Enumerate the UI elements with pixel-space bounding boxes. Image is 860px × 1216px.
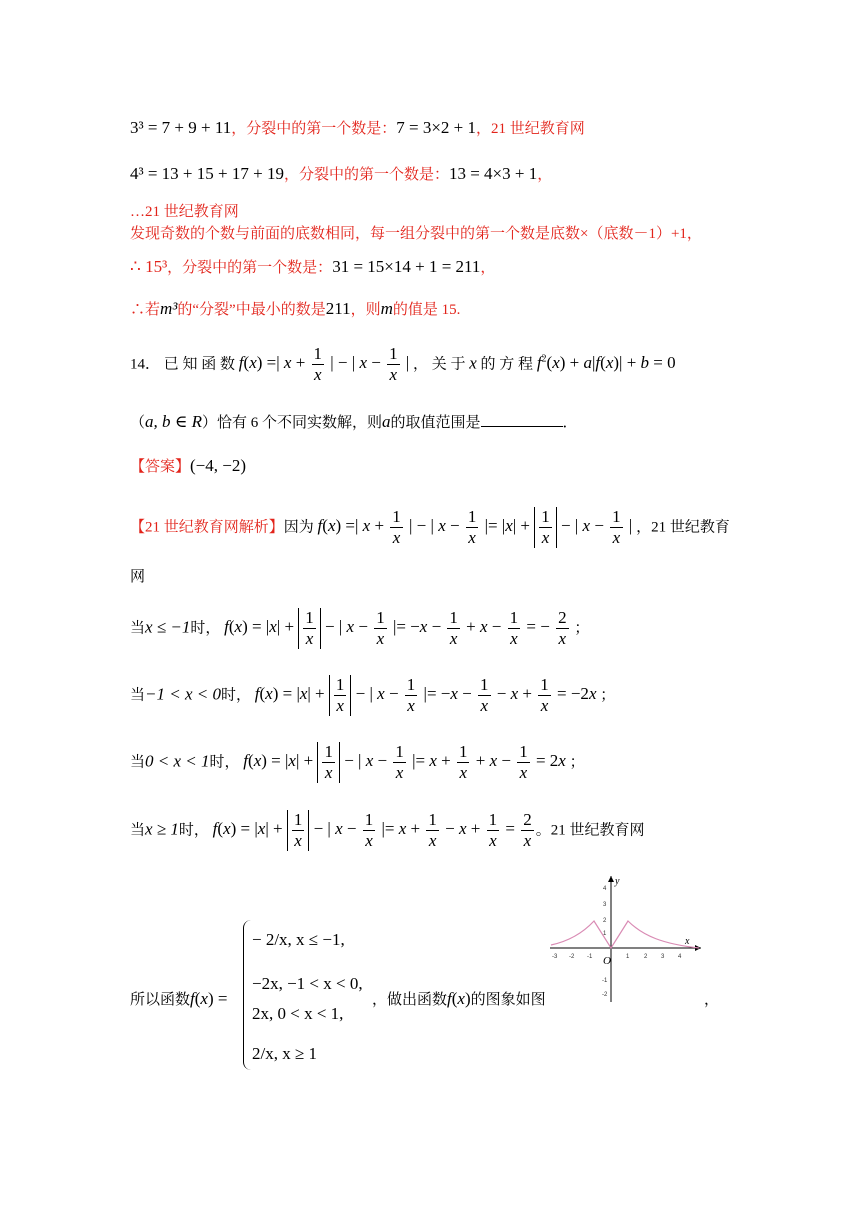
text: 时， — [220, 687, 251, 704]
text: 的图象如图 — [470, 992, 546, 1008]
text: ，则 — [350, 302, 381, 318]
text: 。21 世纪教育网 — [535, 822, 645, 839]
y-tick: 3 — [603, 902, 607, 908]
condition: 0 < x < 1 — [145, 751, 210, 771]
equation: 31 = 15×14 + 1 = 211 — [332, 257, 481, 276]
equation: 211 — [325, 299, 351, 318]
text: 当 — [130, 822, 146, 839]
y-axis-arrow — [608, 876, 614, 882]
question-14-stem-cont: （a, b ∈ R）恰有 6 个不同实数解，则a的取值范围是 ． — [130, 412, 578, 431]
x-tick: -2 — [569, 954, 575, 960]
y-tick: -1 — [602, 978, 608, 984]
text: 当 — [130, 754, 146, 771]
condition: x ≥ 1 — [145, 819, 179, 839]
equation: m³ — [160, 299, 178, 318]
question-14-stem: 14． 已 知 函 数 f(x) =| x + $\frac{1}{x}$ | − | x − $\frac{1}{x}$ | ， 关 于 x 的 方 程 $f^2(x) + a|f(x)| + b = 0$ — [130, 344, 676, 384]
text: 的“分裂”中最小的数是 — [177, 302, 326, 318]
text: ，分裂中的第一个数是： — [231, 121, 397, 137]
text: ，分裂中的第一个数是： — [167, 260, 333, 276]
text: 当 — [130, 687, 146, 704]
trailing-comma: ， — [704, 992, 720, 1008]
equation: f(x) = |x| + $\frac{1}{x}$ − | x − $\frac{1}{x}$ |= −x − $\frac{1}{x}$ + x − $\frac{1}{x}$ = − $\frac{2}{x}$ — [224, 608, 567, 648]
analysis-label: 【21 世纪教育网解析】 — [130, 519, 284, 536]
y-tick: 2 — [603, 918, 607, 924]
piecewise-outro — [372, 988, 546, 1009]
answer-label: 【答案】 — [130, 459, 191, 475]
text: ， — [480, 260, 496, 276]
case-2: 当−1 < x < 0时， f(x) = |x| + $\frac{1}{x}$ − | x − $\frac{1}{x}$ |= −x − $\frac{1}{x}$ − x + $\frac{1}{x}$ = −2x ； — [130, 675, 616, 715]
text: （ — [130, 415, 146, 431]
text: ∴若 — [130, 302, 161, 318]
equation: 3³ = 7 + 9 + 11 — [130, 118, 232, 137]
case-4 — [130, 810, 644, 851]
piecewise-intro — [130, 988, 227, 1009]
equation: f(x) = |x| + $\frac{1}{x}$ − | x − $\frac{1}{x}$ |= −x − $\frac{1}{x}$ − x + $\frac{1}{x}$ = −2x — [254, 675, 597, 715]
analysis-line — [130, 507, 730, 548]
text: 的 方 程 — [480, 356, 534, 373]
text: 的取值范围是 — [390, 415, 481, 431]
text: ，21 世纪教育 — [636, 519, 730, 536]
equation: f(x) = |x| + $\frac{1}{x}$ − | x − $\frac{1}{x}$ |= x + $\frac{1}{x}$ + x − $\frac{1}{x}$ = 2x — [243, 742, 566, 782]
equation: f(x) = — [190, 989, 228, 1008]
piece-3: 2x, 0 < x < 1, — [252, 1004, 344, 1023]
y-tick: 4 — [603, 886, 607, 892]
text: 时， — [209, 754, 240, 771]
answer-value: (−4, −2) — [190, 456, 247, 475]
text: ，21 世纪教育网 — [476, 121, 585, 137]
equation: 13 = 4×3 + 1 — [448, 164, 538, 183]
equation: 7 = 3×2 + 1 — [396, 118, 477, 137]
answer-blank — [481, 412, 563, 427]
piece-4: 2/x, x ≥ 1 — [252, 1044, 318, 1063]
equation: $f^2(x) + a|f(x)| + b = 0$ — [536, 353, 676, 373]
y-label: y — [615, 876, 620, 887]
equation: f(x) — [447, 989, 471, 1008]
function-graph — [545, 872, 705, 1007]
equation: 4³ = 13 + 15 + 17 + 19 — [130, 164, 284, 183]
condition: −1 < x < 0 — [145, 684, 221, 704]
piece-1: − 2/x, x ≤ −1, — [252, 930, 345, 949]
piece-2: −2x, −1 < x < 0, — [252, 974, 363, 993]
line-pattern: 发现奇数的个数与前面的底数相同，每一组分裂中的第一个数是底数×（底数－1）+1， — [130, 226, 702, 242]
x-label: x — [685, 936, 690, 947]
line-cube-3 — [130, 117, 585, 138]
equation: ∴ 15³ — [130, 257, 168, 276]
equation: a, b ∈ R — [145, 412, 202, 431]
text: ． — [562, 415, 578, 431]
case-3: 当0 < x < 1时， f(x) = |x| + $\frac{1}{x}$ − | x − $\frac{1}{x}$ |= x + $\frac{1}{x}$ + x − $\frac{1}{x}$ = 2x ； — [130, 742, 585, 782]
line-cube-4 — [130, 163, 552, 184]
x-tick: -3 — [552, 954, 558, 960]
x-tick: 4 — [678, 954, 682, 960]
equation: f(x) = |x| + $\frac{1}{x}$ − | x − $\frac{1}{x}$ |= x + $\frac{1}{x}$ − x + $\frac{1}{x}$ = $\frac{2}{x}$ — [212, 810, 532, 850]
origin-label: O — [603, 955, 611, 967]
x-tick: 1 — [626, 954, 630, 960]
text: ， 关 于 — [412, 356, 466, 373]
line-ellipsis: …21 世纪教育网 — [130, 204, 239, 220]
analysis-line-2: 网 — [130, 569, 146, 585]
line-conclusion — [130, 298, 460, 319]
text: 当 — [130, 620, 146, 637]
text: ， — [537, 167, 553, 183]
equation: f(x) =| x + $\frac{1}{x}$ | − | x − $\frac{1}{x}$ |= |x| + $\frac{1}{x}$ − | x − $\frac{1}{x}$ | — [317, 507, 633, 547]
y-tick: -2 — [602, 992, 608, 998]
x-tick: 2 — [644, 954, 648, 960]
text: ，分裂中的第一个数是： — [283, 167, 449, 183]
x-tick: -1 — [587, 954, 593, 960]
answer-line — [130, 455, 246, 476]
y-tick: 1 — [603, 931, 607, 937]
text: 时， — [190, 620, 221, 637]
equation: f(x) =| x + $\frac{1}{x}$ | − | x − $\frac{1}{x}$ | — [238, 344, 410, 384]
text: 所以函数 — [130, 992, 191, 1008]
text: ，做出函数 — [372, 992, 448, 1008]
function-curve — [551, 921, 699, 948]
case-1: 当x ≤ −1时， f(x) = |x| + $\frac{1}{x}$ − | x − $\frac{1}{x}$ |= −x − $\frac{1}{x}$ + x − $\frac{1}{x}$ = − $\frac{2}{x}$ ； — [130, 608, 590, 648]
text: ）恰有 6 个不同实数解，则 — [201, 415, 382, 431]
text: 已 知 函 数 — [163, 356, 236, 373]
text: 因为 — [283, 519, 314, 536]
text: 的值是 15. — [392, 302, 461, 318]
line-cube-15 — [130, 256, 495, 277]
condition: x ≤ −1 — [145, 617, 191, 637]
equation: m — [380, 299, 393, 318]
x-tick: 3 — [661, 954, 665, 960]
question-number: 14． — [130, 356, 161, 373]
text: 时， — [178, 822, 209, 839]
